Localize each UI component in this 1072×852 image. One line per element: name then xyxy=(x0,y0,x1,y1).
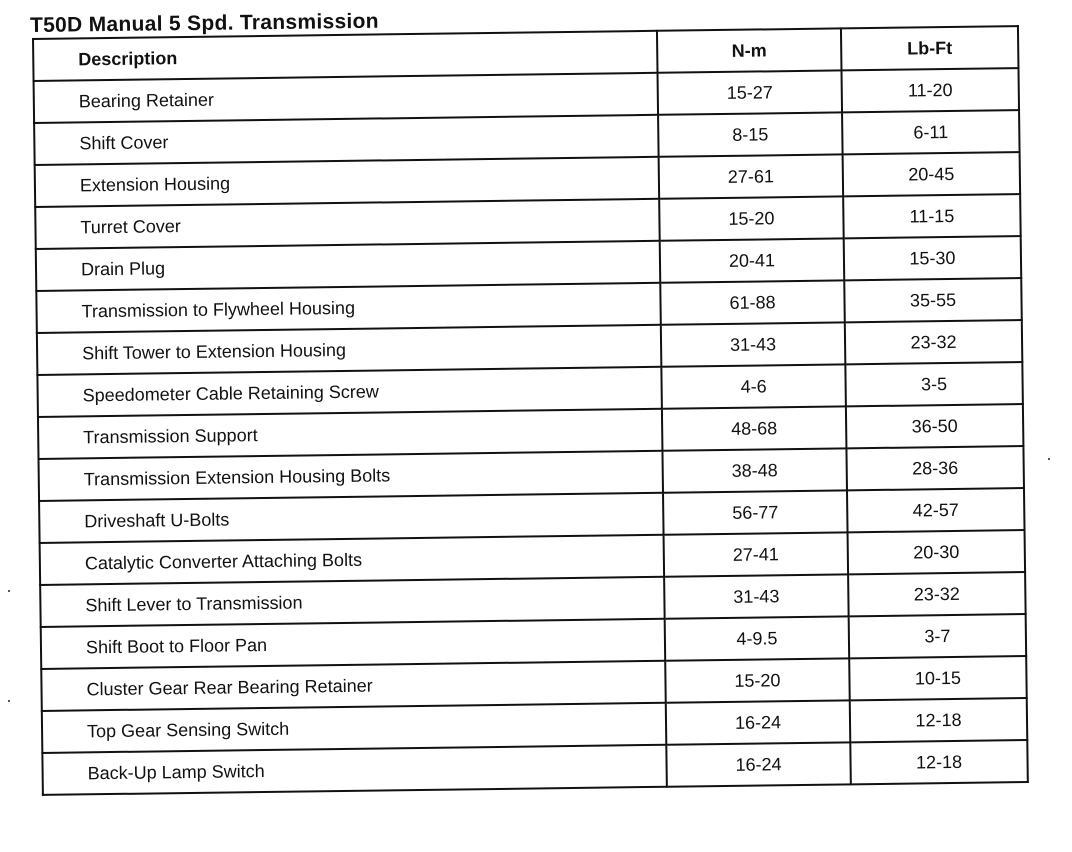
row-description: Transmission to Flywheel Housing xyxy=(36,283,660,333)
row-description: Transmission Support xyxy=(38,409,662,459)
column-header-description: Description xyxy=(33,31,657,81)
row-nm-value: 8-15 xyxy=(658,112,843,156)
row-lbft-value: 36-50 xyxy=(846,404,1024,448)
row-nm-value: 15-20 xyxy=(659,196,844,240)
row-lbft-value: 12-18 xyxy=(850,698,1028,742)
row-nm-value: 61-88 xyxy=(660,280,845,324)
scan-speck xyxy=(8,700,10,702)
row-nm-value: 16-24 xyxy=(666,700,851,744)
row-nm-value: 15-20 xyxy=(665,658,850,702)
row-nm-value: 31-43 xyxy=(664,574,849,618)
row-lbft-value: 3-7 xyxy=(849,614,1027,658)
row-nm-value: 38-48 xyxy=(662,448,847,492)
row-nm-value: 56-77 xyxy=(663,490,848,534)
row-description: Transmission Extension Housing Bolts xyxy=(39,451,663,501)
page-title: T50D Manual 5 Spd. Transmission xyxy=(29,9,379,37)
scan-speck xyxy=(1048,458,1050,460)
row-nm-value: 20-41 xyxy=(660,238,845,282)
row-lbft-value: 42-57 xyxy=(847,488,1025,532)
row-description: Shift Boot to Floor Pan xyxy=(41,619,665,669)
row-lbft-value: 11-15 xyxy=(843,194,1021,238)
row-lbft-value: 10-15 xyxy=(849,656,1027,700)
column-header-lbft: Lb-Ft xyxy=(841,26,1019,70)
row-nm-value: 48-68 xyxy=(662,406,847,450)
row-description: Speedometer Cable Retaining Screw xyxy=(37,367,661,417)
row-description: Extension Housing xyxy=(35,157,659,207)
row-description: Turret Cover xyxy=(35,199,659,249)
row-lbft-value: 3-5 xyxy=(845,362,1023,406)
row-nm-value: 15-27 xyxy=(658,70,843,114)
row-lbft-value: 6-11 xyxy=(842,110,1020,154)
row-nm-value: 4-9.5 xyxy=(665,616,850,660)
row-lbft-value: 28-36 xyxy=(846,446,1024,490)
row-lbft-value: 15-30 xyxy=(844,236,1022,280)
row-description: Catalytic Converter Attaching Bolts xyxy=(40,535,664,585)
row-nm-value: 16-24 xyxy=(666,742,851,786)
row-lbft-value: 20-30 xyxy=(848,530,1026,574)
row-lbft-value: 20-45 xyxy=(843,152,1021,196)
row-description: Bearing Retainer xyxy=(34,73,658,123)
row-lbft-value: 11-20 xyxy=(841,68,1019,112)
row-description: Shift Tower to Extension Housing xyxy=(37,325,661,375)
row-nm-value: 27-61 xyxy=(659,154,844,198)
row-nm-value: 31-43 xyxy=(661,322,846,366)
torque-table-wrapper xyxy=(32,25,1027,796)
row-description: Shift Cover xyxy=(34,115,658,165)
row-nm-value: 4-6 xyxy=(661,364,846,408)
scan-speck xyxy=(8,590,10,592)
row-lbft-value: 23-32 xyxy=(845,320,1023,364)
row-description: Back-Up Lamp Switch xyxy=(42,745,666,795)
torque-specifications-table xyxy=(32,25,1029,796)
row-description: Top Gear Sensing Switch xyxy=(42,703,666,753)
row-description: Driveshaft U-Bolts xyxy=(39,493,663,543)
column-header-nm: N-m xyxy=(657,28,842,72)
row-lbft-value: 35-55 xyxy=(844,278,1022,322)
row-lbft-value: 23-32 xyxy=(848,572,1026,616)
row-description: Drain Plug xyxy=(36,241,660,291)
row-lbft-value: 12-18 xyxy=(850,740,1028,784)
row-description: Cluster Gear Rear Bearing Retainer xyxy=(41,661,665,711)
table-body xyxy=(34,68,1028,795)
row-description: Shift Lever to Transmission xyxy=(40,577,664,627)
row-nm-value: 27-41 xyxy=(664,532,849,576)
